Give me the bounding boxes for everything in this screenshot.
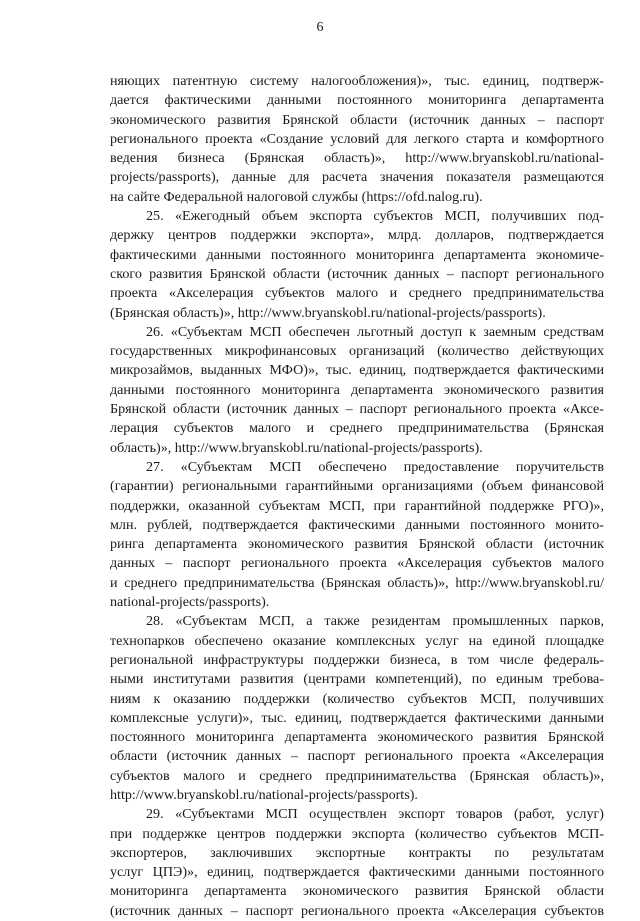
- text-line: projects/passports), данные для расчета значения показателя размещаются: [110, 169, 604, 186]
- text-line: комплексные услуги)», тыс. единиц, подтверждается фактическими данными: [110, 709, 604, 726]
- text-line: (источник данных – паспорт регионального проекта «Акселерация субъектов: [110, 902, 604, 919]
- text-line: области (источник данных – паспорт регионального проекта «Акселерация: [110, 748, 604, 765]
- text-line: мониторинга департамента экономического развития Брянской области: [110, 883, 604, 900]
- text-line: ведения бизнеса (Брянская область)», http://www.bryanskobl.ru/national-: [110, 150, 604, 167]
- text-line: 27. «Субъектам МСП обеспечено предоставление поручительств: [146, 458, 604, 475]
- text-line: ринга департамента экономического развития Брянской области (источник: [110, 536, 604, 553]
- text-line: микрозаймов, выданных МФО)», тыс. единиц, подтверждается фактическими: [110, 362, 604, 379]
- text-line: регионального проекта «Создание условий для легкого старта и комфортного: [110, 130, 604, 147]
- text-line: технопарков обеспечено оказание комплексных услуг на единой площадке: [110, 632, 604, 649]
- text-line: 29. «Субъектами МСП осуществлен экспорт товаров (работ, услуг): [146, 806, 604, 823]
- text-line: дается фактическими данными постоянного мониторинга департамента: [110, 92, 604, 109]
- text-line: няющих патентную систему налогообложения)», тыс. единиц, подтверж-: [110, 73, 604, 89]
- text-line: 26. «Субъектам МСП обеспечен льготный доступ к заемным средствам: [146, 323, 604, 340]
- text-line: данных – паспорт регионального проекта «Акселерация субъектов малого: [110, 555, 604, 572]
- text-line: ными институтами развития (центрами компетенций), по единым требова-: [110, 671, 604, 688]
- text-line: 28. «Субъектам МСП, а также резидентам промышленных парков,: [146, 613, 604, 630]
- text-line: на сайте Федеральной налоговой службы (https://ofd.nalog.ru).: [110, 188, 483, 205]
- text-line: Брянской области (источник данных – паспорт регионального проекта «Аксе-: [110, 401, 604, 418]
- text-line: лерация субъектов малого и среднего предпринимательства (Брянская: [110, 420, 604, 437]
- text-line: (гарантии) региональными гарантийными организациями (объем финансовой: [110, 478, 604, 495]
- page-number: 6: [316, 20, 324, 35]
- text-line: держку центров поддержки экспорта», млрд. долларов, подтверждается: [110, 227, 604, 244]
- text-line: фактическими данными постоянного мониторинга департамента экономиче-: [110, 246, 604, 263]
- text-line: региональной инфраструктуры поддержки бизнеса, в том числе федераль-: [110, 651, 604, 668]
- text-line: услуг ЦПЭ)», единиц, подтверждается фактическими данными постоянного: [110, 864, 604, 881]
- text-line: млн. рублей, подтверждается фактическими данными постоянного монито-: [110, 516, 604, 533]
- text-line: ниям к оказанию поддержки (количество субъектов МСП, получивших: [110, 690, 604, 707]
- text-line: 25. «Ежегодный объем экспорта субъектов МСП, получивших под-: [146, 208, 604, 225]
- text-line: субъектов малого и среднего предпринимательства (Брянская область)»,: [110, 767, 604, 784]
- text-line: государственных микрофинансовых организаций (количество действующих: [110, 343, 604, 360]
- text-line: экспортеров, заключивших экспортные контракты по результатам: [110, 844, 604, 861]
- text-line: данными постоянного мониторинга департамента экономического развития: [110, 381, 604, 398]
- text-line: поддержки, оказанной субъектам МСП, при гарантийной поддержке РГО)»,: [110, 497, 604, 514]
- text-line: проекта «Акселерация субъектов малого и среднего предпринимательства: [110, 285, 604, 302]
- text-line: область)», http://www.bryanskobl.ru/national-projects/passports).: [110, 439, 483, 456]
- text-line: при поддержке центров поддержки экспорта (количество субъектов МСП-: [110, 825, 604, 842]
- text-line: (Брянская область)», http://www.bryanskobl.ru/national-projects/passports).: [110, 304, 546, 321]
- text-line: http://www.bryanskobl.ru/national-projects/passports).: [110, 786, 418, 803]
- text-line: постоянного мониторинга департамента экономического развития Брянской: [110, 729, 604, 746]
- text-line: и среднего предпринимательства (Брянская область)», http://www.bryanskobl.ru/: [110, 574, 604, 591]
- text-line: ского развития Брянской области (источник данных – паспорт регионального: [110, 265, 604, 282]
- text-line: national-projects/passports).: [110, 594, 270, 611]
- document-body: [110, 72, 604, 921]
- text-line: экономического развития Брянской области (источник данных – паспорт: [110, 111, 604, 128]
